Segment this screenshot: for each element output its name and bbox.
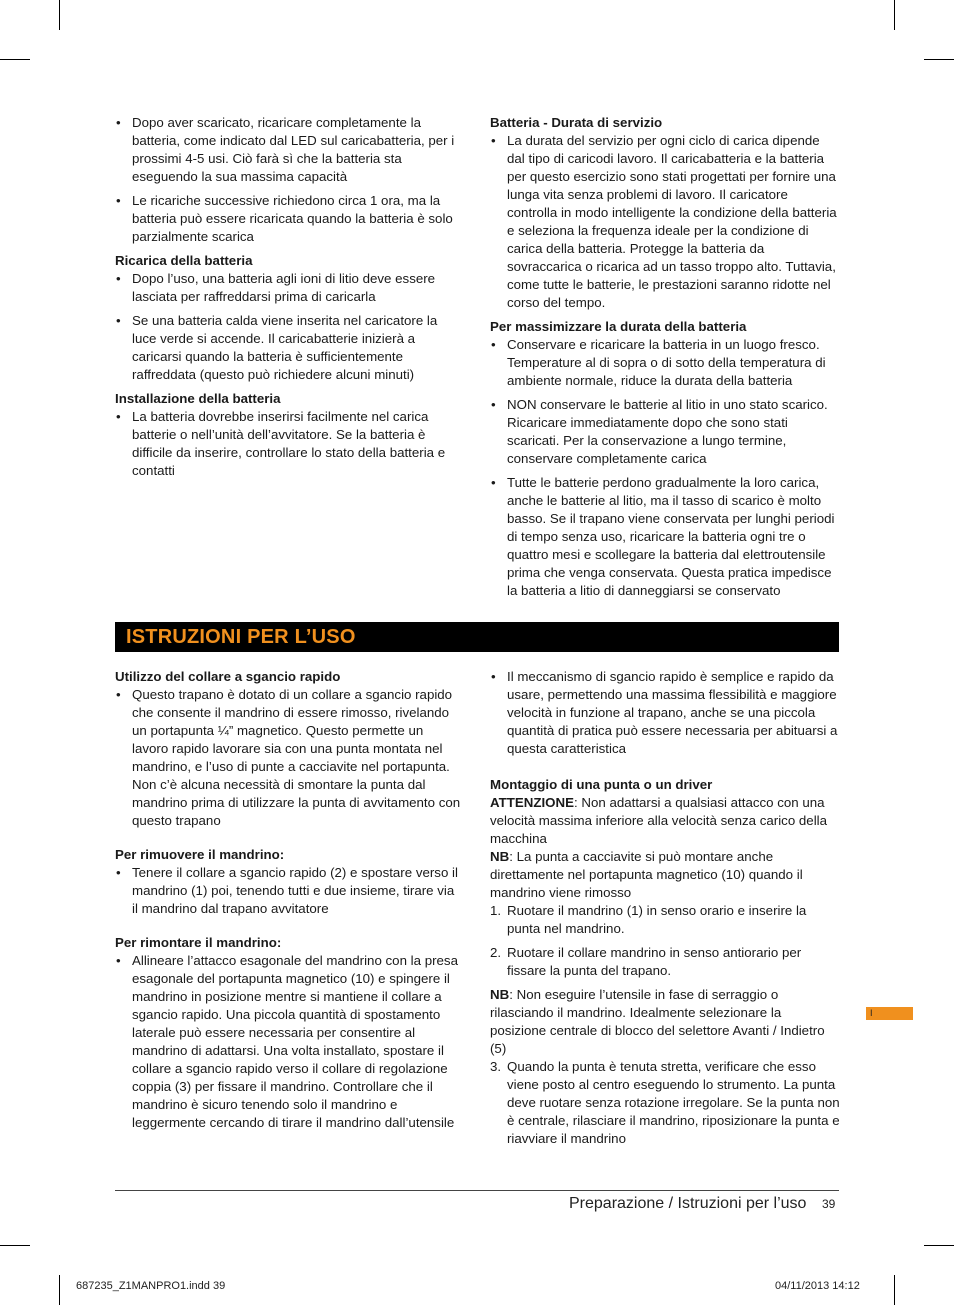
crop-mark bbox=[924, 1245, 954, 1246]
slug-file: 687235_Z1MANPRO1.indd 39 bbox=[76, 1280, 226, 1292]
crop-mark bbox=[0, 59, 30, 60]
attention-text: : Non adattarsi a qualsiasi attacco con una velocità massima inferiore alla velocità senza carico della macchina bbox=[490, 795, 828, 846]
left-top-column bbox=[115, 114, 460, 486]
section-heading: Montaggio di una punta o un driver bbox=[490, 777, 713, 792]
section-banner-title: ISTRUZIONI PER L’USO bbox=[126, 626, 356, 648]
step-number: 2. bbox=[490, 945, 502, 960]
numbered-list bbox=[490, 902, 840, 980]
right-bottom-column bbox=[490, 668, 840, 1154]
section-heading: Utilizzo del collare a sgancio rapido bbox=[115, 669, 341, 684]
nb-label: NB bbox=[490, 849, 510, 864]
bullet-list bbox=[490, 668, 840, 758]
section-heading: Ricarica della batteria bbox=[115, 253, 253, 268]
slug-date: 04/11/2013 14:12 bbox=[775, 1280, 860, 1292]
section-heading: Per rimontare il mandrino: bbox=[115, 935, 282, 950]
left-bottom-column bbox=[115, 668, 462, 1138]
list-item: • Se una batteria calda viene inserita nel caricatore la luce verde si accende. Il caricabatterie inizierà a caricarsi quando la batteria è sufficientemente raffreddata (questo può richiedere alcuni minuti) bbox=[115, 312, 460, 384]
list-item: • NON conservare le batterie al litio in uno stato scarico. Ricaricare immediatamente dopo che sono stati scaricati. Per la conservazione a lungo termine, conservare completamente carica bbox=[490, 396, 838, 468]
section-heading: Batteria - Durata di servizio bbox=[490, 115, 663, 130]
language-tab: I bbox=[866, 1007, 913, 1020]
crop-mark bbox=[894, 1275, 895, 1305]
list-item: • Dopo l’uso, una batteria agli ioni di litio deve essere lasciata per raffreddarsi prima di caricarla bbox=[115, 270, 460, 306]
nb-text: : La punta a cacciavite si può montare anche direttamente nel portapunta magnetico (10) quando il mandrino viene rimosso bbox=[490, 849, 803, 900]
section-heading: Per rimuovere il mandrino: bbox=[115, 847, 285, 862]
nb-note bbox=[490, 986, 840, 1058]
list-item: • Conservare e ricaricare la batteria in un luogo fresco. Temperature al di sopra o di sotto della temperatura di ambiente normale, riduce la durata della batteria bbox=[490, 336, 838, 390]
step-number: 1. bbox=[490, 903, 502, 918]
nb-text: : Non eseguire l’utensile in fase di serraggio o rilasciando il mandrino. Idealmente selezionare la posizione centrale di blocco del selettore Avanti / Indietro (5) bbox=[490, 987, 825, 1056]
crop-mark bbox=[59, 0, 60, 30]
list-item bbox=[490, 944, 840, 980]
list-item: • Questo trapano è dotato di un collare a sgancio rapido che consente il mandrino di essere rimosso, rivelando un portapunta ¼” magnetico. Questo permette un lavoro rapido lavorare sia con una punta montata nel mandrino, e l’uso di punte a cacciavite nel portapunta. Non c’è alcuna necessità di smontare la punta dal mandrino prima di utilizzare la punta di avvitamento con questo trapano bbox=[115, 686, 462, 830]
crop-mark bbox=[894, 0, 895, 30]
section-heading: Installazione della batteria bbox=[115, 391, 281, 406]
section-heading: Per massimizzare la durata della batteria bbox=[490, 319, 747, 334]
footer-title: Preparazione / Istruzioni per l’uso bbox=[569, 1195, 807, 1212]
bullet-list bbox=[115, 408, 460, 480]
step-text: Quando la punta è tenuta stretta, verificare che esso viene posto al centro eseguendo lo strumento. La punta deve ruotare senza rotazione irregolare. Se la punta non è centrale, rilasciare il mandrino, riposizionare la punta e riavviare il mandrino bbox=[507, 1059, 840, 1146]
nb-label: NB bbox=[490, 987, 510, 1002]
bullet-list bbox=[115, 952, 462, 1132]
list-item bbox=[490, 902, 840, 938]
attention-label: ATTENZIONE bbox=[490, 795, 574, 810]
list-item: • Le ricariche successive richiedono circa 1 ora, ma la batteria può essere ricaricata quando la batteria è solo parzialmente scarica bbox=[115, 192, 460, 246]
bullet-list bbox=[115, 114, 460, 246]
numbered-list bbox=[490, 1058, 840, 1148]
bullet-list bbox=[115, 864, 462, 918]
page-number: 39 bbox=[822, 1197, 836, 1211]
bullet-list bbox=[115, 686, 462, 830]
step-text: Ruotare il collare mandrino in senso antiorario per fissare la punta del trapano. bbox=[507, 945, 802, 978]
crop-mark bbox=[0, 1245, 30, 1246]
bullet-list bbox=[490, 132, 838, 312]
crop-mark bbox=[59, 1275, 60, 1305]
list-item: • La batteria dovrebbe inserirsi facilmente nel carica batterie o nell’unità dell’avvitatore. Se la batteria è difficile da inserire, controllare lo stato della batteria e contatti bbox=[115, 408, 460, 480]
list-item: • La durata del servizio per ogni ciclo di carica dipende dal tipo di caricodi lavoro. Il caricabatteria e la batteria per questo esercizio sono stati progettati per fornire una lunga vita senza problemi di lavoro. Il caricatore controlla in modo intelligente la condizione della batteria e seleziona la frequenza ideale per la condizione di carica della batteria. Protegge la batteria da sovraccarica o ricarica ad un tasso troppo alto. Tuttavia, come tutte le batterie, le prestazioni saranno ridotte nel corso del tempo. bbox=[490, 132, 838, 312]
list-item: • Allineare l’attacco esagonale del mandrino con la presa esagonale del portapunta magnetico (10) e spingere il mandrino in posizione mentre si mantiene il collare a sgancio rapido. Una piccola quantità di spostamento laterale può essere necessaria per consentire al mandrino di adattarsi. Una volta installato, spostare il collare a sgancio rapido verso il collare di regolazione coppia (3) per fissare il mandrino. Controllare che il mandrino è sicuro tenendo solo il mandrino e leggermente cercando di tirare il mandrino dall’utensile bbox=[115, 952, 462, 1132]
footer-divider bbox=[115, 1190, 839, 1191]
list-item: • Dopo aver scaricato, ricaricare completamente la batteria, come indicato dal LED sul caricabatteria, per i prossimi 4-5 usi. Ciò farà sì che la batteria sta eseguendo la sua massima capacità bbox=[115, 114, 460, 186]
step-number: 3. bbox=[490, 1059, 502, 1074]
step-text: Ruotare il mandrino (1) in senso orario e inserire la punta nel mandrino. bbox=[507, 903, 807, 936]
list-item bbox=[490, 1058, 840, 1148]
nb-note bbox=[490, 848, 840, 902]
bullet-list bbox=[115, 270, 460, 384]
list-item: • Tenere il collare a sgancio rapido (2) e spostare verso il mandrino (1) poi, tenendo tutti e due insieme, tirare via il mandrino dal trapano avvitatore bbox=[115, 864, 462, 918]
crop-mark bbox=[924, 59, 954, 60]
list-item: • Il meccanismo di sgancio rapido è semplice e rapido da usare, permettendo una massima flessibilità e maggiore velocità in funzione al trapano, anche se una piccola quantità di pratica può essere necessaria per abituarsi a questa caratteristica bbox=[490, 668, 840, 758]
attention-note bbox=[490, 794, 840, 848]
bullet-list bbox=[490, 336, 838, 600]
list-item: • Tutte le batterie perdono gradualmente la loro carica, anche le batterie al litio, ma il tasso di scarico è molto basso. Se il trapano viene conservata per lunghi periodi di tempo senza uso, ricaricare la batteria ogni tre o quattro mesi e scollegare la batteria dal elettroutensile prima che venga conservata. Questa pratica impedisce la batteria a litio di danneggiarsi se conservato bbox=[490, 474, 838, 600]
right-top-column bbox=[490, 114, 838, 606]
